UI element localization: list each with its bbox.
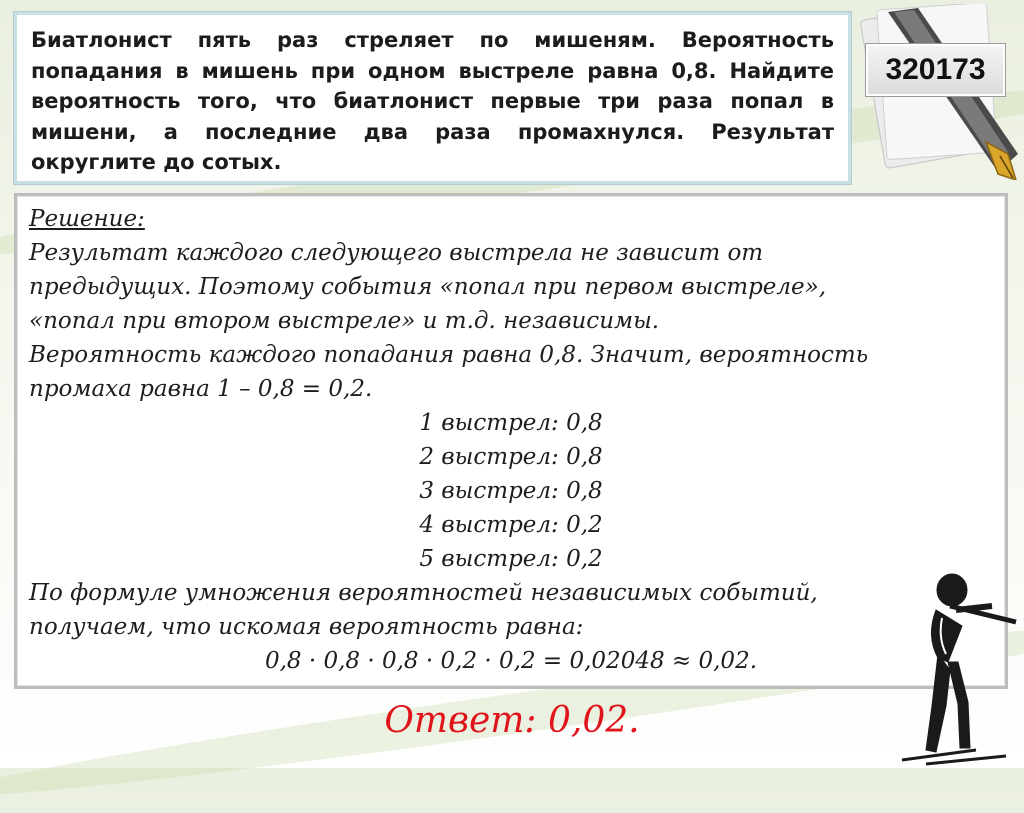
shot-line: 4 выстрел: 0,2 <box>419 512 603 538</box>
solution-line: получаем, что искомая вероятность равна: <box>29 614 584 640</box>
shot-line: 3 выстрел: 0,8 <box>419 478 603 504</box>
solution-line: По формуле умножения вероятностей независимых событий, <box>29 580 818 606</box>
solution-line: «попал при втором выстреле» и т.д. независимы. <box>29 308 660 334</box>
solution-heading: Решение: <box>29 206 145 232</box>
task-box <box>14 12 851 184</box>
shot-line: 2 выстрел: 0,8 <box>419 444 603 470</box>
task-id-badge: 320173 <box>866 44 1005 96</box>
solution-box <box>14 193 1008 689</box>
shot-line: 1 выстрел: 0,8 <box>419 410 603 436</box>
biathlete-icon <box>896 566 1024 768</box>
solution-line: промаха равна 1 – 0,8 = 0,2. <box>29 376 373 402</box>
solution-line: предыдущих. Поэтому события «попал при первом выстреле», <box>29 274 827 300</box>
answer-text: Ответ: 0,02. <box>384 700 640 741</box>
formula-line: 0,8 · 0,8 · 0,8 · 0,2 · 0,2 = 0,02048 ≈ 0,02. <box>264 648 758 674</box>
solution-line: Результат каждого следующего выстрела не зависит от <box>29 240 764 266</box>
shot-line: 5 выстрел: 0,2 <box>419 546 603 572</box>
solution-line: Вероятность каждого попадания равна 0,8. Значит, вероятность <box>29 342 869 368</box>
task-text: Биатлонист пять раз стреляет по мишеням. Вероятность попадания в мишень при одном выстреле равна 0,8. Найдите вероятность того, что биатлонист первые три раза попал в мишени, а последние два раза промахнулся. Результат округлите до сотых. <box>31 28 834 174</box>
